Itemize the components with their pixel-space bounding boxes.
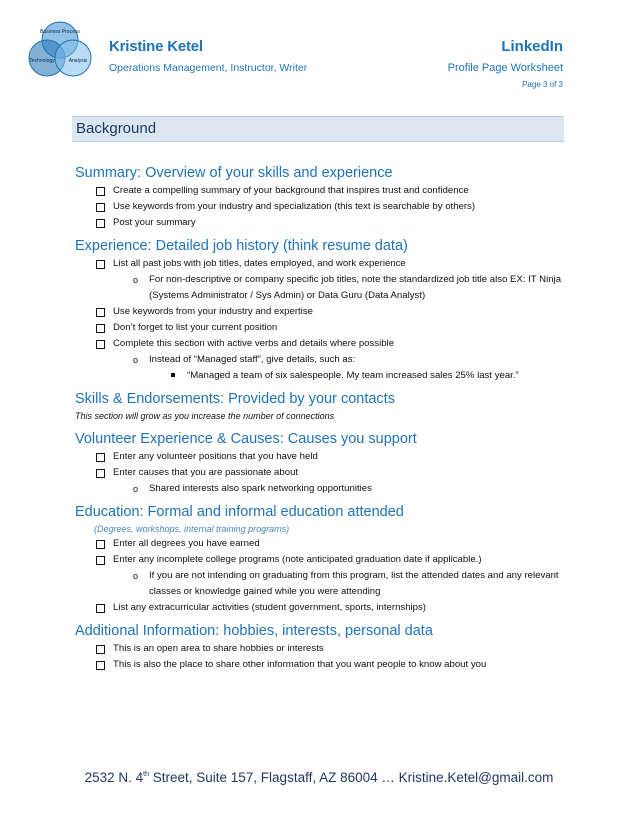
checkbox-icon xyxy=(96,324,105,333)
checkbox-icon xyxy=(96,540,105,549)
logo-label-technology: Technology xyxy=(29,58,55,64)
venn-logo xyxy=(23,18,97,80)
list-item: Post your summary xyxy=(75,215,565,231)
checkbox-icon xyxy=(96,260,105,269)
education-section xyxy=(75,503,565,616)
list-item: Create a compelling summary of your background that inspires trust and confidence xyxy=(75,183,565,199)
checkbox-icon xyxy=(96,203,105,212)
logo-label-analysis: Analysis xyxy=(68,58,88,64)
list-item: This is an open area to share hobbies or interests xyxy=(75,641,565,657)
list-item: List any extracurricular activities (student government, sports, internships) xyxy=(75,600,565,616)
list-item: Complete this section with active verbs and details where possible xyxy=(75,336,565,352)
sub-list-item: o Shared interests also spark networking opportunities xyxy=(75,481,565,497)
logo-label-business: Business Process xyxy=(40,29,80,35)
circle-bullet-icon: o xyxy=(133,484,139,494)
checkbox-icon xyxy=(96,645,105,654)
checkbox-icon xyxy=(96,340,105,349)
list-item: This is also the place to share other information that you want people to know about you xyxy=(75,657,565,673)
circle-bullet-icon: o xyxy=(133,571,139,581)
skills-heading: Skills & Endorsements: Provided by your contacts xyxy=(75,391,395,407)
education-note: (Degrees, workshops, internal training programs) xyxy=(94,524,290,534)
education-heading: Education: Formal and informal education attended xyxy=(75,504,404,520)
footer-contact xyxy=(0,770,638,785)
footer-address-end: Street, Suite 157, Flagstaff, AZ 86004 … Kristine.Ketel@gmail.com xyxy=(148,770,554,785)
experience-section xyxy=(75,237,565,384)
footer-address-start: 2532 N. 4 xyxy=(84,770,144,785)
volunteer-section xyxy=(75,430,565,497)
checkbox-icon xyxy=(96,453,105,462)
worksheet-content xyxy=(75,164,565,679)
sub-sub-list-item: “Managed a team of six salespeople. My team increased sales 25% last year.” xyxy=(75,368,565,384)
square-bullet-icon xyxy=(171,373,175,377)
additional-heading: Additional Information: hobbies, interests, personal data xyxy=(75,623,433,639)
additional-section xyxy=(75,622,565,673)
list-item: Enter causes that you are passionate about xyxy=(75,465,565,481)
checkbox-icon xyxy=(96,661,105,670)
author-subtitle: Operations Management, Instructor, Writer xyxy=(109,62,308,74)
section-bar xyxy=(72,116,564,142)
list-item: Use keywords from your industry and expertise xyxy=(75,304,565,320)
sub-list-item: o Instead of “Managed staff”, give details, such as: xyxy=(75,352,565,368)
page-number: Page 3 of 3 xyxy=(522,80,563,89)
list-item: Enter any volunteer positions that you have held xyxy=(75,449,565,465)
list-item: Use keywords from your industry and specialization (this text is searchable by others) xyxy=(75,199,565,215)
experience-heading: Experience: Detailed job history (think resume data) xyxy=(75,238,408,254)
checkbox-icon xyxy=(96,556,105,565)
circle-bullet-icon: o xyxy=(133,275,139,285)
list-item: Don’t forget to list your current position xyxy=(75,320,565,336)
author-name: Kristine Ketel xyxy=(109,38,203,55)
skills-section xyxy=(75,390,565,424)
circle-bullet-icon: o xyxy=(133,355,139,365)
sub-list-item: o If you are not intending on graduating from this program, list the attended dates and any relevant classes or knowledge gained while you were attending xyxy=(133,570,559,597)
volunteer-heading: Volunteer Experience & Causes: Causes you support xyxy=(75,431,417,447)
document-title: LinkedIn xyxy=(501,38,563,55)
checkbox-icon xyxy=(96,469,105,478)
section-title: Background xyxy=(76,120,157,137)
checkbox-icon xyxy=(96,308,105,317)
skills-note: This section will grow as you increase the number of connections xyxy=(75,411,335,421)
sub-list-item: o For non-descriptive or company specific job titles, note the standardized job title also EX: IT Ninja (Systems Administrator / Sys Admin) or Data Guru (Data Analyst) xyxy=(133,274,562,301)
list-item: Enter any incomplete college programs (note anticipated graduation date if applicable.) xyxy=(75,552,565,568)
list-item: Enter all degrees you have earned xyxy=(75,536,565,552)
document-subtitle: Profile Page Worksheet xyxy=(447,62,563,74)
checkbox-icon xyxy=(96,187,105,196)
checkbox-icon xyxy=(96,604,105,613)
footer-sup: th xyxy=(143,771,149,778)
list-item: List all past jobs with job titles, dates employed, and work experience xyxy=(75,256,565,272)
summary-section xyxy=(75,164,565,231)
summary-heading: Summary: Overview of your skills and experience xyxy=(75,165,393,181)
checkbox-icon xyxy=(96,219,105,228)
